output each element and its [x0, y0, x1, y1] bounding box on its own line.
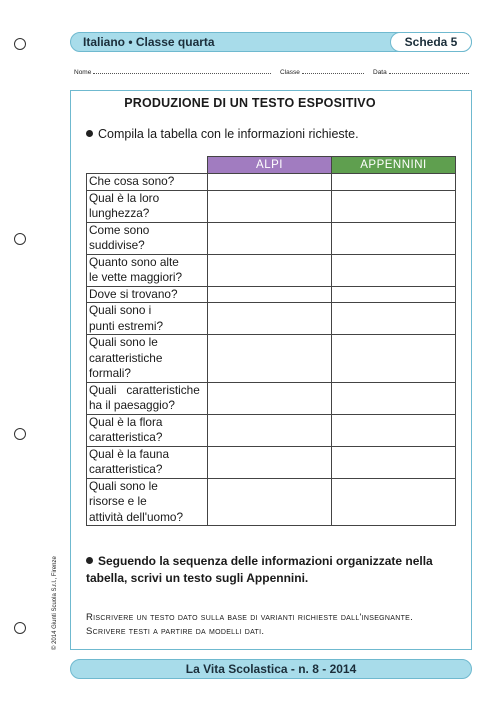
- copyright-note: © 2014 Giunti Scuola S.r.l., Firenze: [52, 556, 58, 650]
- table-row: [87, 174, 456, 191]
- alpi-answer-cell[interactable]: [208, 446, 332, 478]
- info-table: [86, 156, 456, 526]
- table-row: [87, 478, 456, 526]
- instruction-2: [86, 553, 466, 587]
- data-label: Data: [373, 69, 387, 76]
- question-cell: Quali caratteristiche ha il paesaggio?: [87, 382, 208, 414]
- binder-hole-3: [14, 428, 26, 440]
- question-cell: Qual è la fauna caratteristica?: [87, 446, 208, 478]
- nome-field[interactable]: [93, 67, 271, 74]
- table-row: [87, 222, 456, 254]
- appennini-answer-cell[interactable]: [332, 478, 456, 526]
- alpi-answer-cell[interactable]: [208, 478, 332, 526]
- objective-1: Riscrivere un testo dato sulla base di varianti richieste dall'insegnante.: [86, 612, 414, 623]
- table-row: [87, 254, 456, 286]
- appennini-answer-cell[interactable]: [332, 414, 456, 446]
- binder-hole-2: [14, 233, 26, 245]
- question-cell: Come sono suddivise?: [87, 222, 208, 254]
- classe-field[interactable]: [302, 67, 364, 74]
- table-row: [87, 414, 456, 446]
- question-cell: Quali sono le risorse e le attività dell'uomo?: [87, 478, 208, 526]
- appennini-answer-cell[interactable]: [332, 335, 456, 383]
- appennini-answer-cell[interactable]: [332, 190, 456, 222]
- table-row: [87, 303, 456, 335]
- scheda-label: Scheda 5: [390, 32, 472, 52]
- alpi-answer-cell[interactable]: [208, 190, 332, 222]
- question-cell: Qual è la loro lunghezza?: [87, 190, 208, 222]
- alpi-answer-cell[interactable]: [208, 382, 332, 414]
- footer-bar: La Vita Scolastica - n. 8 - 2014: [70, 659, 472, 679]
- binder-hole-4: [14, 622, 26, 634]
- name-line: [74, 67, 271, 76]
- table-corner: [87, 157, 208, 174]
- question-cell: Quali sono i punti estremi?: [87, 303, 208, 335]
- question-cell: Che cosa sono?: [87, 174, 208, 191]
- instruction-2-text: Seguendo la sequenza delle informazioni organizzate nella tabella, scrivi un testo sugli Appennini.: [86, 554, 433, 585]
- nome-label: Nome: [74, 69, 92, 76]
- alpi-answer-cell[interactable]: [208, 254, 332, 286]
- table-row: [87, 286, 456, 303]
- alpi-answer-cell[interactable]: [208, 303, 332, 335]
- alpi-answer-cell[interactable]: [208, 335, 332, 383]
- appennini-answer-cell[interactable]: [332, 254, 456, 286]
- appennini-answer-cell[interactable]: [332, 222, 456, 254]
- appennini-answer-cell[interactable]: [332, 382, 456, 414]
- table-row: [87, 335, 456, 383]
- question-cell: Dove si trovano?: [87, 286, 208, 303]
- alpi-answer-cell[interactable]: [208, 286, 332, 303]
- table-row: [87, 382, 456, 414]
- classe-label: Classe: [280, 69, 300, 76]
- instruction-1-text: Compila la tabella con le informazioni richieste.: [98, 127, 359, 141]
- header-appennini: APPENNINI: [332, 157, 456, 174]
- question-cell: Quali sono le caratteristiche formali?: [87, 335, 208, 383]
- appennini-answer-cell[interactable]: [332, 174, 456, 191]
- instruction-1: [86, 126, 359, 142]
- appennini-answer-cell[interactable]: [332, 303, 456, 335]
- document-title: PRODUZIONE DI UN TESTO ESPOSITIVO: [124, 96, 376, 110]
- question-cell: Qual è la flora caratteristica?: [87, 414, 208, 446]
- table-row: [87, 190, 456, 222]
- bullet-icon: [86, 557, 93, 564]
- table-row: [87, 446, 456, 478]
- bullet-icon: [86, 130, 93, 137]
- alpi-answer-cell[interactable]: [208, 222, 332, 254]
- learning-objectives: [86, 611, 462, 639]
- class-line: [280, 67, 364, 76]
- appennini-answer-cell[interactable]: [332, 446, 456, 478]
- alpi-answer-cell[interactable]: [208, 414, 332, 446]
- header-title: Italiano • Classe quarta: [83, 35, 215, 49]
- header-alpi: ALPI: [208, 157, 332, 174]
- question-cell: Quanto sono alte le vette maggiori?: [87, 254, 208, 286]
- binder-hole-1: [14, 38, 26, 50]
- data-field[interactable]: [389, 67, 469, 74]
- table-header-row: [87, 157, 456, 174]
- objective-2: Scrivere testi a partire da modelli dati.: [86, 626, 265, 637]
- alpi-answer-cell[interactable]: [208, 174, 332, 191]
- header-bar: [70, 32, 472, 52]
- appennini-answer-cell[interactable]: [332, 286, 456, 303]
- date-line: [373, 67, 469, 76]
